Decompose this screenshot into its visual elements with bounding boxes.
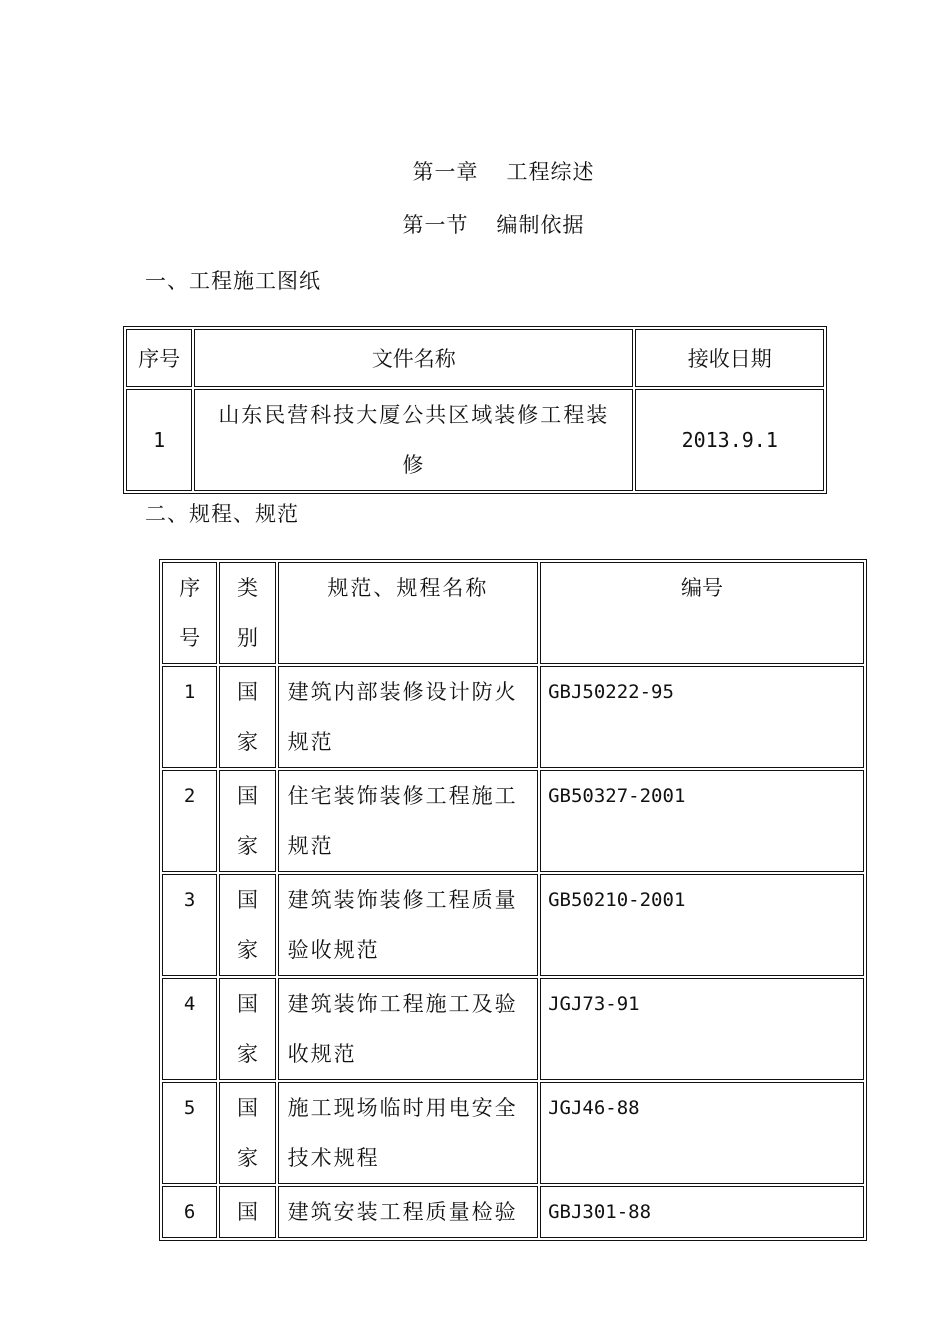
row-standard-name: 建筑安装工程质量检验 (278, 1186, 538, 1238)
row-code: JGJ46-88 (540, 1082, 864, 1184)
table-header-row (126, 329, 824, 387)
header-no: 序号 (126, 329, 192, 387)
drawings-table (123, 326, 827, 494)
heading-drawings: 一、工程施工图纸 (145, 269, 321, 293)
row-category: 国 家 (219, 874, 275, 976)
row-standard-name: 建筑装饰工程施工及验 收规范 (278, 978, 538, 1080)
row-no: 6 (162, 1186, 217, 1238)
row-category: 国 家 (219, 770, 275, 872)
header-standard-name: 规范、规程名称 (278, 562, 538, 664)
table-row (162, 978, 864, 1080)
table-row (126, 389, 824, 491)
row-no: 5 (162, 1082, 217, 1184)
row-no: 1 (126, 389, 192, 491)
row-no: 1 (162, 666, 217, 768)
row-no: 3 (162, 874, 217, 976)
table-row (162, 1186, 864, 1238)
header-code: 编号 (540, 562, 864, 664)
row-no: 4 (162, 978, 217, 1080)
section-name: 编制依据 (496, 213, 585, 237)
row-standard-name: 住宅装饰装修工程施工 规范 (278, 770, 538, 872)
row-standard-name: 建筑装饰装修工程质量 验收规范 (278, 874, 538, 976)
row-file-name: 山东民营科技大厦公共区域装修工程装 修 (194, 389, 633, 491)
chapter-name: 工程综述 (506, 160, 595, 184)
row-standard-name: 施工现场临时用电安全 技术规程 (278, 1082, 538, 1184)
heading-standards: 二、规程、规范 (145, 502, 299, 526)
row-code: GBJ301-88 (540, 1186, 864, 1238)
chapter-title (0, 156, 950, 188)
chapter-label: 第一章 (412, 160, 479, 184)
section-label: 第一节 (402, 213, 469, 237)
table-row (162, 874, 864, 976)
row-code: GB50327-2001 (540, 770, 864, 872)
row-no: 2 (162, 770, 217, 872)
header-receive-date: 接收日期 (635, 329, 824, 387)
row-code: GBJ50222-95 (540, 666, 864, 768)
table-row (162, 1082, 864, 1184)
row-category: 国 (219, 1186, 275, 1238)
row-code: GB50210-2001 (540, 874, 864, 976)
row-standard-name: 建筑内部装修设计防火 规范 (278, 666, 538, 768)
standards-table (159, 559, 867, 1241)
row-category: 国 家 (219, 666, 275, 768)
row-category: 国 家 (219, 1082, 275, 1184)
section-title (0, 209, 950, 241)
row-receive-date: 2013.9.1 (635, 389, 824, 491)
row-category: 国 家 (219, 978, 275, 1080)
header-file-name: 文件名称 (194, 329, 633, 387)
table-row (162, 666, 864, 768)
row-code: JGJ73-91 (540, 978, 864, 1080)
table-row (162, 770, 864, 872)
table-header-row (162, 562, 864, 664)
header-category: 类 别 (219, 562, 275, 664)
header-no: 序 号 (162, 562, 217, 664)
